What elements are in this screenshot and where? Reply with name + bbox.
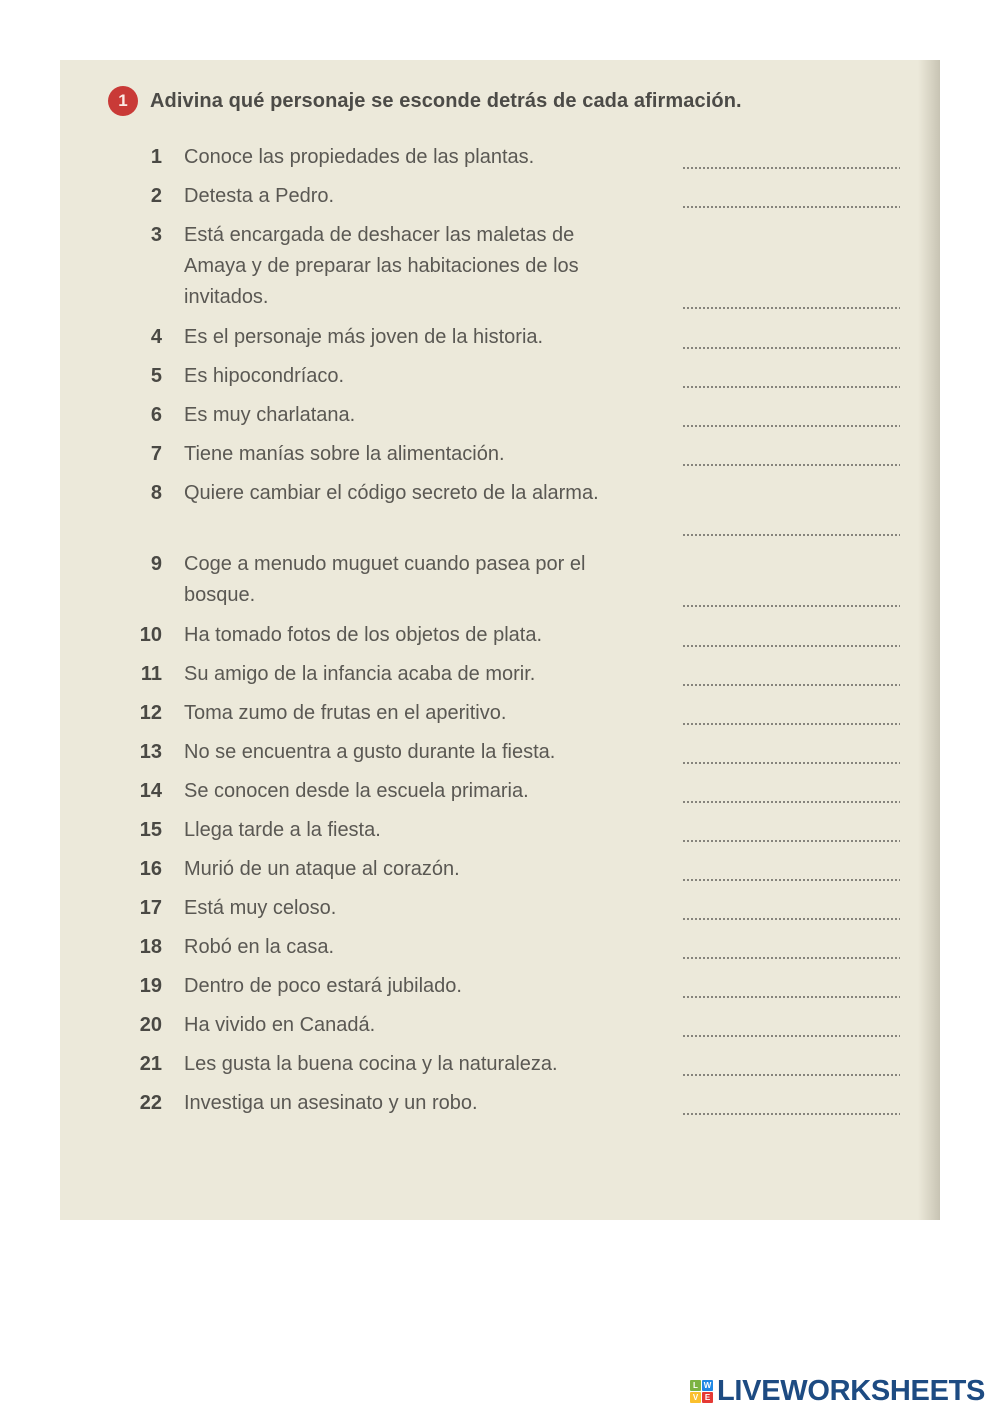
statement-text: Murió de un ataque al corazón.	[184, 858, 460, 880]
statement-number: 13	[139, 741, 162, 763]
answer-blank[interactable]	[682, 425, 900, 427]
statement-item	[120, 776, 900, 807]
statement-item	[120, 361, 900, 392]
statement-item	[120, 1088, 900, 1119]
statement-item	[120, 220, 900, 313]
answer-blank[interactable]	[682, 1074, 900, 1076]
worksheet-page	[60, 60, 940, 1220]
statement-text: Ha tomado fotos de los objetos de plata.	[184, 624, 543, 646]
answer-blank[interactable]	[682, 1035, 900, 1037]
answer-blank[interactable]	[682, 957, 900, 959]
answer-blank[interactable]	[682, 206, 900, 208]
answer-blank[interactable]	[682, 386, 900, 388]
statement-item	[120, 439, 900, 470]
statement-item	[120, 698, 900, 729]
statement-text: Está muy celoso.	[184, 897, 337, 919]
answer-blank[interactable]	[682, 645, 900, 647]
statement-item	[120, 181, 900, 212]
statement-text: Tiene manías sobre la alimentación.	[184, 443, 505, 465]
logo-tile: E	[702, 1392, 713, 1403]
statement-text: Llega tarde a la fiesta.	[184, 819, 381, 841]
liveworksheets-brand	[690, 1374, 985, 1408]
exercise-header	[108, 86, 742, 116]
statement-item	[120, 932, 900, 963]
statement-number: 6	[150, 404, 162, 426]
statement-number: 8	[150, 482, 162, 504]
statement-number: 15	[139, 819, 162, 841]
statement-item	[120, 549, 900, 611]
statement-item	[120, 737, 900, 768]
statement-text: Su amigo de la infancia acaba de morir.	[184, 663, 536, 685]
answer-blank[interactable]	[682, 167, 900, 169]
statement-item	[120, 854, 900, 885]
answer-blank[interactable]	[682, 801, 900, 803]
brand-name: LIVEWORKSHEETS	[717, 1374, 986, 1407]
answer-blank[interactable]	[682, 684, 900, 686]
statement-item	[120, 400, 900, 431]
statement-number: 5	[150, 365, 162, 387]
statement-text: Se conocen desde la escuela primaria.	[184, 780, 529, 802]
statement-number: 9	[150, 553, 162, 575]
logo-tile: V	[690, 1392, 701, 1403]
logo-tile: W	[703, 1380, 712, 1390]
answer-blank[interactable]	[682, 918, 900, 920]
statement-item	[120, 1049, 900, 1080]
answer-blank[interactable]	[682, 534, 900, 536]
statement-text: Es muy charlatana.	[184, 404, 356, 426]
answer-blank[interactable]	[682, 723, 900, 725]
statement-text: Detesta a Pedro.	[184, 185, 335, 207]
statement-number: 1	[150, 146, 162, 168]
statement-text: Investiga un asesinato y un robo.	[184, 1092, 478, 1114]
page-edge-shadow	[918, 60, 940, 1220]
statement-text: Dentro de poco estará jubilado.	[184, 975, 462, 997]
statement-text: Robó en la casa.	[184, 936, 335, 958]
statement-number: 18	[139, 936, 162, 958]
statement-text: Coge a menudo muguet cuando pasea por el bosque.	[184, 553, 586, 606]
statement-text: Ha vivido en Canadá.	[184, 1014, 376, 1036]
logo-tile: L	[690, 1380, 701, 1391]
statement-number: 3	[150, 224, 162, 246]
statement-item	[120, 971, 900, 1002]
statement-text: Es el personaje más joven de la historia.	[184, 326, 544, 348]
statement-text: Toma zumo de frutas en el aperitivo.	[184, 702, 507, 724]
answer-blank[interactable]	[682, 464, 900, 466]
answer-blank[interactable]	[682, 307, 900, 309]
statement-text: Conoce las propiedades de las plantas.	[184, 146, 535, 168]
exercise-title: Adivina qué personaje se esconde detrás de cada afirmación.	[150, 89, 742, 112]
answer-blank[interactable]	[682, 996, 900, 998]
statement-number: 22	[139, 1092, 162, 1114]
statement-number: 2	[150, 185, 162, 207]
statement-number: 11	[140, 663, 162, 685]
statement-text: Les gusta la buena cocina y la naturaleza.	[184, 1053, 558, 1075]
statement-text: No se encuentra a gusto durante la fiesta.	[184, 741, 556, 763]
liveworksheets-logo-icon	[690, 1380, 713, 1403]
answer-blank[interactable]	[682, 347, 900, 349]
statement-text: Está encargada de deshacer las maletas de Amaya y de preparar las habitaciones de los invitados.	[184, 224, 579, 308]
statement-number: 19	[139, 975, 162, 997]
answer-blank[interactable]	[682, 762, 900, 764]
statement-item	[120, 893, 900, 924]
statement-item	[120, 322, 900, 353]
answer-blank[interactable]	[682, 879, 900, 881]
statement-number: 4	[150, 326, 162, 348]
statement-item	[120, 659, 900, 690]
statement-number: 14	[139, 780, 162, 802]
statement-item	[120, 1010, 900, 1041]
statement-number: 21	[139, 1053, 162, 1075]
answer-blank[interactable]	[682, 1113, 900, 1115]
statement-text: Es hipocondríaco.	[184, 365, 345, 387]
statement-number: 20	[139, 1014, 162, 1036]
exercise-number-badge: 1	[108, 86, 138, 116]
statement-number: 7	[150, 443, 162, 465]
statement-number: 16	[139, 858, 162, 880]
statement-item	[120, 620, 900, 651]
statement-number: 12	[139, 702, 162, 724]
statement-number: 10	[139, 624, 162, 646]
statement-item	[120, 142, 900, 173]
answer-blank[interactable]	[682, 840, 900, 842]
statement-item	[120, 478, 900, 540]
statement-text: Quiere cambiar el código secreto de la alarma.	[184, 482, 599, 504]
answer-blank[interactable]	[682, 605, 900, 607]
statement-item	[120, 815, 900, 846]
statement-number: 17	[139, 897, 162, 919]
